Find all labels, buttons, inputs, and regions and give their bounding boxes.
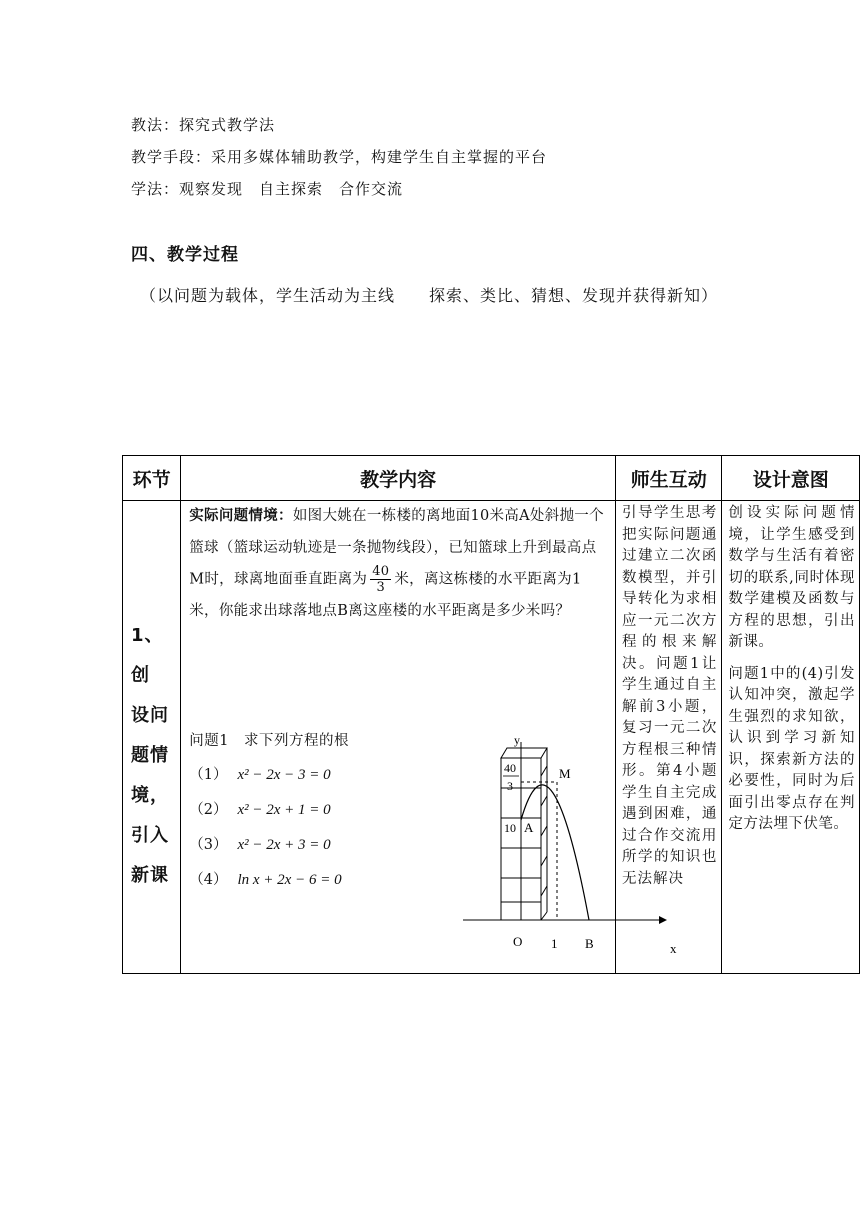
- section-subtitle: （以问题为载体，学生活动为主线 探索、类比、猜想、发现并获得新知）: [140, 286, 719, 305]
- ten-label: 10: [504, 821, 517, 835]
- header-design: 设计意图: [722, 456, 860, 501]
- problem-text-a: 如图大姚在一栋楼的离地面10米高A处斜抛一个篮球（篮球运动轨迹是一条抛物线段），已知篮球上升到最高点M时，球离地面垂直距离为: [189, 508, 604, 588]
- fraction: [370, 564, 391, 595]
- question-item: （1） x² − 2x − 3 = 0: [189, 767, 331, 783]
- question-item: （2） x² − 2x + 1 = 0: [189, 802, 331, 818]
- question-item: （4） ln x + 2x − 6 = 0: [189, 872, 342, 888]
- lesson-table: [122, 455, 860, 974]
- x-axis-label: x: [670, 941, 677, 956]
- teaching-means: 教学手段：采用多媒体辅助教学，构建学生自主掌握的平台: [131, 148, 548, 166]
- header-stage: 环节: [123, 456, 181, 501]
- stage-line: 新课: [131, 865, 169, 886]
- table-row: [123, 501, 860, 974]
- x-one-label: 1: [551, 936, 558, 951]
- question-item: （3） x² − 2x + 3 = 0: [189, 837, 331, 853]
- three-label: 3: [507, 779, 514, 793]
- design-cell: [722, 501, 860, 974]
- m-label: M: [559, 766, 571, 781]
- stage-line: 题情: [131, 745, 169, 766]
- teaching-method: 教法：探究式教学法: [131, 116, 276, 134]
- problem-label: 实际问题情境：: [189, 508, 293, 524]
- learning-method: 学法：观察发现 自主探索 合作交流: [131, 180, 404, 198]
- parabola-figure: [401, 696, 677, 956]
- stage-line: 1、创: [131, 625, 164, 686]
- y-axis-label: y: [514, 733, 521, 747]
- design-text-2: 问题1中的(4)引发认知冲突，激起学生强烈的求知欲，认识到学习新知识，探索新方法的必要性，同时为后面引出零点存在判定方法埋下伏笔。: [728, 665, 855, 832]
- stage-cell: [123, 501, 181, 974]
- design-text-1: 创设实际问题情境，让学生感受到数学与生活有着密切的联系,同时体现数学建模及函数与方程的思想，引出新课。: [728, 505, 855, 650]
- forty-label: 40: [504, 761, 517, 775]
- problem-text: [189, 501, 605, 628]
- stage-line: 引入: [131, 825, 169, 846]
- stage-line: 设问: [131, 705, 169, 726]
- a-label: A: [524, 820, 534, 835]
- table-header-row: [123, 456, 860, 501]
- problem-text-b: 米，离这栋楼的水平距离为1米，你能求出球落地点B离这座楼的水平距离是多少米吗？: [189, 571, 582, 619]
- question-title: 问题1 求下列方程的根: [189, 733, 349, 749]
- interaction-text: 引导学生思考把实际问题通过建立二次函数模型，并引导转化为求相应一元二次方程的根来解决。问题1让学生通过自主解前3小题，复习一元二次方程根三种情形。第4小题学生自主完成遇到困难，通过合作交流用所学的知识也无法解决: [622, 505, 718, 887]
- origin-label: O: [513, 934, 523, 949]
- header-content: 教学内容: [181, 456, 616, 501]
- fraction-denominator: 3: [376, 580, 386, 595]
- fraction-numerator: 40: [372, 564, 390, 579]
- stage-line: 境，: [131, 785, 169, 806]
- header-interaction: 师生互动: [616, 456, 722, 501]
- section-heading: 四、教学过程: [131, 245, 239, 265]
- b-label: B: [585, 936, 594, 951]
